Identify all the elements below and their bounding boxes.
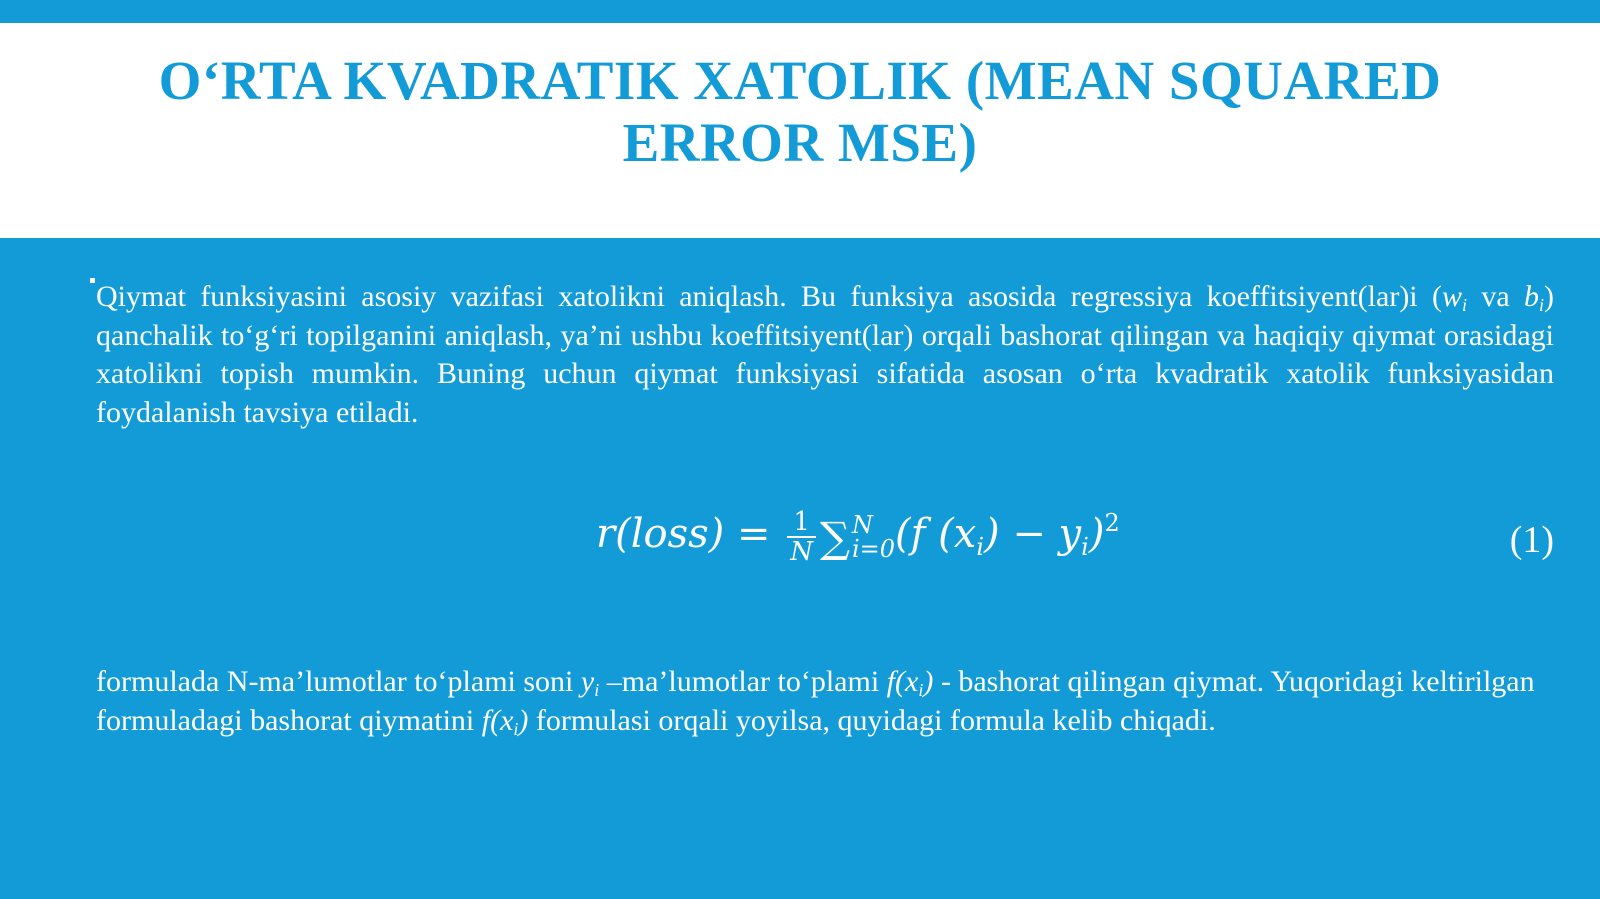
formula-sub-1: i (976, 533, 984, 561)
title-line-2: ERROR MSE) (622, 112, 978, 173)
paragraph-explanation (96, 663, 1554, 740)
title-line-1: O‘RTA KVADRATIK XATOLIK (MEAN SQUARED (158, 50, 1442, 111)
paragraph-explanation-text-4: formulasi orqali yoyilsa, quyidagi formula kelib chiqadi. (528, 703, 1216, 737)
slide-title (0, 50, 1600, 174)
formula-sub-2: i (1081, 533, 1089, 561)
paragraph-explanation-text-2: –ma’lumotlar to‘plami (599, 665, 887, 698)
formula-sum-limits: N i=0 (851, 511, 896, 563)
top-strip (0, 0, 1600, 23)
var-w: $w_i$ (1441, 280, 1467, 315)
formula-close: ) (1088, 511, 1105, 557)
bullet-dot-icon (90, 278, 95, 283)
paragraph-explanation-text-1: formulada N-ma’lumotlar to‘plami soni (96, 665, 581, 698)
formula-power: 2 (1104, 509, 1120, 537)
var-b: $b_i$ (1523, 280, 1544, 315)
paragraph-intro-text-2: ) qanchalik to‘g‘ri topilganini aniqlash, ya’ni ushbu koeffitsiyent(lar) orqali bashorat qilingan va haqiqiy qiymat orasidagi xatolikni topish mumkin. Buning uchun qiymat funksiyasi sifatida asosan o‘rta kvadratik xatolik funksiyasidan foydalanish tavsiya etiladi. (96, 280, 1554, 429)
paragraph-intro-text-1: Qiymat funksiyasini asosiy vazifasi xatolikni aniqlash. Bu funksiya asosida regressiya koeffitsiyent(lar)i ( (96, 280, 1442, 313)
formula-lhs: r(loss) = (596, 511, 784, 557)
var-fx-1: $f(x_i)$ (886, 665, 934, 700)
var-fx-2: $f(x_i)$ (481, 703, 529, 739)
formula-fraction: $\frac{1}{N}$ (787, 508, 816, 566)
equation-number: (1) (1509, 519, 1554, 561)
mse-formula (596, 508, 1196, 588)
paragraph-intro-va: va (1467, 280, 1524, 313)
formula-open: (f (x (895, 511, 977, 557)
formula-sum: ∑ (819, 512, 850, 562)
slide-content (96, 238, 1554, 899)
var-y: $y_i$ (580, 665, 600, 700)
paragraph-explanation-text-3: - bashorat qilingan qiymat. Yuqoridagi keltirilgan formuladagi bashorat qiymatini (96, 665, 1535, 737)
formula-mid: ) − y (984, 511, 1082, 557)
paragraph-intro (96, 278, 1554, 432)
